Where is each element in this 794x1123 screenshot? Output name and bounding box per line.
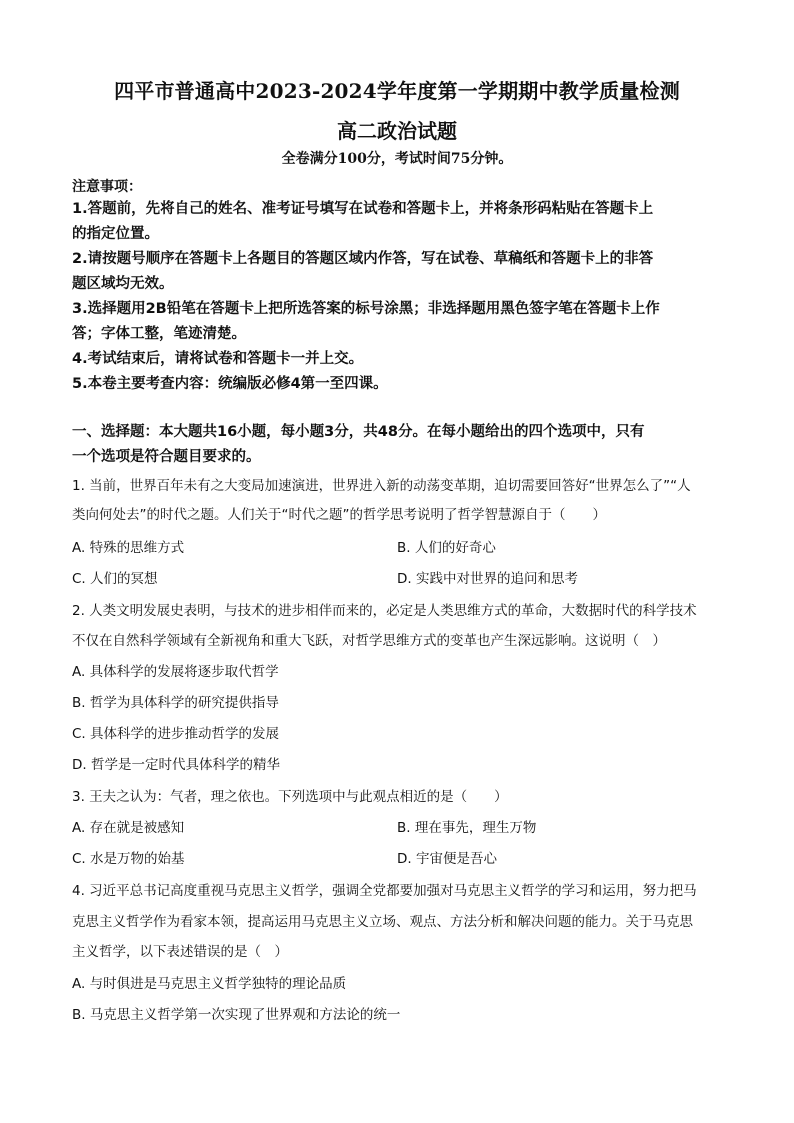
question-stem-line: 3. 王夫之认为：气者，理之依也。下列选项中与此观点相近的是（ ） xyxy=(72,789,508,805)
notes-line: 2.请按题号顺序在答题卡上各题目的答题区域内作答，写在试卷、草稿纸和答题卡上的非答 xyxy=(72,251,654,267)
question-stem-line: 4. 习近平总书记高度重视马克思主义哲学，强调全党都要加强对马克思主义哲学的学习和运用，努力把马 xyxy=(72,883,697,899)
question-stem-line: 克思主义哲学作为看家本领，提高运用马克思主义立场、观点、方法分析和解决问题的能力。关于马克思 xyxy=(72,914,693,930)
option-b: B. 哲学为具体科学的研究提供指导 xyxy=(72,695,279,711)
option-d: D. 哲学是一定时代具体科学的精华 xyxy=(72,757,280,773)
notes-line: 5.本卷主要考查内容：统编版必修4第一至四课。 xyxy=(72,376,388,392)
exam-title: 四平市普通高中2023-2024学年度第一学期期中教学质量检测 xyxy=(114,79,680,103)
section-line: 一个选项是符合题目要求的。 xyxy=(72,449,261,465)
question-stem-line: 主义哲学，以下表述错误的是（ ） xyxy=(72,944,288,960)
section-line: 一、选择题：本大题共16小题，每小题3分，共48分。在每小题给出的四个选项中，只有 xyxy=(72,424,645,440)
option-c: C. 人们的冥想 xyxy=(72,571,158,587)
option-a: A. 存在就是被感知 xyxy=(72,820,185,836)
option-b: B. 马克思主义哲学第一次实现了世界观和方法论的统一 xyxy=(72,1007,401,1023)
option-b: B. 理在事先，理生万物 xyxy=(397,820,537,836)
option-c: C. 水是万物的始基 xyxy=(72,851,185,867)
option-a: A. 特殊的思维方式 xyxy=(72,540,185,556)
option-c: C. 具体科学的进步推动哲学的发展 xyxy=(72,726,280,742)
question-stem-line: 类向何处去”的时代之题。人们关于“时代之题”的哲学思考说明了哲学智慧源自于（ ） xyxy=(72,507,606,523)
option-a: A. 与时俱进是马克思主义哲学独特的理论品质 xyxy=(72,976,347,992)
notes-line: 答；字体工整，笔迹清楚。 xyxy=(72,326,246,342)
option-d: D. 宇宙便是吾心 xyxy=(397,851,497,867)
notes-line: 的指定位置。 xyxy=(72,226,159,242)
option-d: D. 实践中对世界的追问和思考 xyxy=(397,571,578,587)
option-b: B. 人们的好奇心 xyxy=(397,540,496,556)
question-stem-line: 不仅在自然科学领域有全新视角和重大飞跃，对哲学思维方式的变革也产生深远影响。这说明（ ） xyxy=(72,633,666,649)
question-stem-line: 1. 当前，世界百年未有之大变局加速演进，世界进入新的动荡变革期，迫切需要回答好“世界怎么了”“人 xyxy=(72,478,691,494)
option-a: A. 具体科学的发展将逐步取代哲学 xyxy=(72,664,279,680)
score-time-note: 全卷满分100分，考试时间75分钟。 xyxy=(281,151,513,167)
notes-heading: 注意事项： xyxy=(72,179,142,195)
question-stem-line: 2. 人类文明发展史表明，与技术的进步相伴而来的，必定是人类思维方式的革命，大数据时代的科学技术 xyxy=(72,603,697,619)
notes-line: 4.考试结束后，请将试卷和答题卡一并上交。 xyxy=(72,351,364,367)
exam-subtitle: 高二政治试题 xyxy=(337,119,457,143)
notes-line: 3.选择题用2B铅笔在答题卡上把所选答案的标号涂黑；非选择题用黑色签字笔在答题卡上作 xyxy=(72,301,660,317)
notes-line: 题区域均无效。 xyxy=(72,276,174,292)
notes-line: 1.答题前，先将自己的姓名、准考证号填写在试卷和答题卡上，并将条形码粘贴在答题卡上 xyxy=(72,201,654,217)
